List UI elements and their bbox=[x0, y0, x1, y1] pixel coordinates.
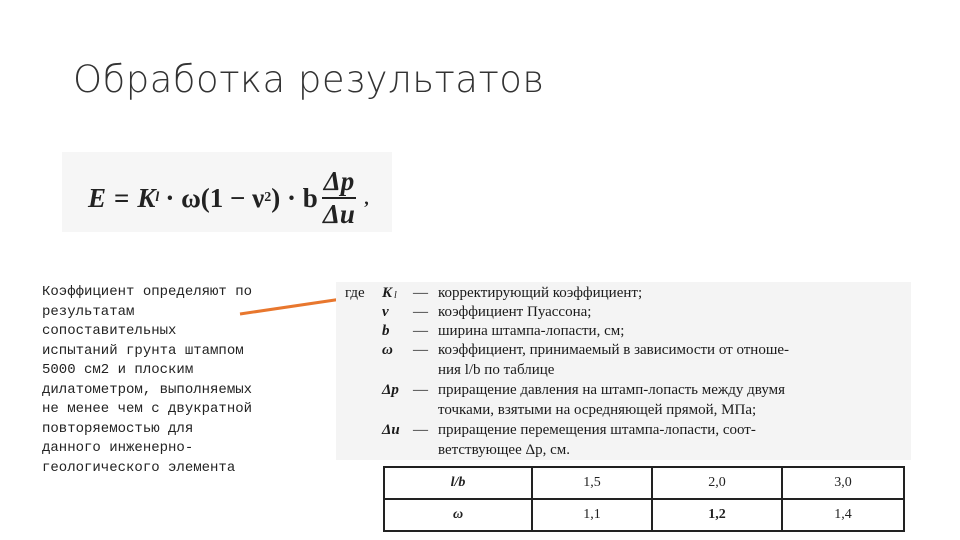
table-cell: 1,1 bbox=[532, 499, 652, 531]
definition-text: точками, взятыми на осредняющей прямой, МПа; bbox=[438, 402, 757, 418]
formula-after: ) · b bbox=[271, 182, 318, 213]
table-cell: l/b bbox=[384, 467, 532, 499]
table-row bbox=[384, 499, 904, 531]
definition-text: коэффициент, принимаемый в зависимости от отноше- bbox=[438, 342, 790, 358]
table-row bbox=[384, 467, 904, 499]
definition-symbol: b bbox=[382, 323, 390, 339]
formula-k: K bbox=[137, 182, 156, 213]
definition-dash: — bbox=[413, 304, 428, 320]
slide-title: Обработка результатов bbox=[73, 58, 545, 101]
definition-dash: — bbox=[413, 422, 428, 438]
formula-eq: = bbox=[114, 182, 130, 213]
formula-numerator: Δp bbox=[322, 168, 356, 199]
table-cell: 3,0 bbox=[782, 467, 904, 499]
formula-k-sub: l bbox=[155, 190, 160, 205]
definition-symbol: ω bbox=[382, 342, 393, 358]
definition-symbol: ν bbox=[382, 304, 389, 320]
definition-dash: — bbox=[413, 342, 428, 358]
definition-symbol: Δu bbox=[382, 422, 400, 438]
formula-comma: , bbox=[364, 187, 369, 208]
definition-text: ния l/b по таблице bbox=[438, 362, 555, 378]
definition-symbol: K bbox=[382, 285, 393, 301]
table-cell: 1,2 bbox=[652, 499, 782, 531]
table-cell: 1,5 bbox=[532, 467, 652, 499]
definition-text: ширина штампа-лопасти, см; bbox=[438, 323, 625, 339]
definition-text: коэффициент Пуассона; bbox=[438, 304, 592, 320]
definition-text: корректирующий коэффициент; bbox=[438, 285, 643, 301]
formula-lhs: E bbox=[88, 182, 107, 213]
formula-sup: 2 bbox=[264, 190, 272, 205]
formula-denominator: Δu bbox=[323, 199, 355, 229]
definition-text: ветствующее Δp, см. bbox=[438, 442, 571, 458]
definition-dash: — bbox=[413, 285, 428, 301]
lb-table bbox=[383, 466, 905, 532]
definitions-where: где bbox=[345, 285, 365, 301]
definition-symbol: Δp bbox=[382, 382, 399, 398]
formula-middle: · ω(1 − ν bbox=[165, 182, 265, 213]
definition-symbol-sub: l bbox=[394, 290, 397, 301]
definition-text: приращение давления на штамп-лопасть между двумя bbox=[438, 382, 786, 398]
definition-dash: — bbox=[413, 382, 428, 398]
note-text: Коэффициент определяют по результатам сопоставительных испытаний грунта штампом 5000 см2 и плоским дилатометром, выполняемых не менее чем с двукратной повторяемостью для данного инженерно- геологического элемента bbox=[42, 284, 253, 476]
table-cell: 1,4 bbox=[782, 499, 904, 531]
table-cell: 2,0 bbox=[652, 467, 782, 499]
definition-dash: — bbox=[413, 323, 428, 339]
definition-text: приращение перемещения штампа-лопасти, соот- bbox=[438, 422, 756, 438]
table-cell: ω bbox=[384, 499, 532, 531]
